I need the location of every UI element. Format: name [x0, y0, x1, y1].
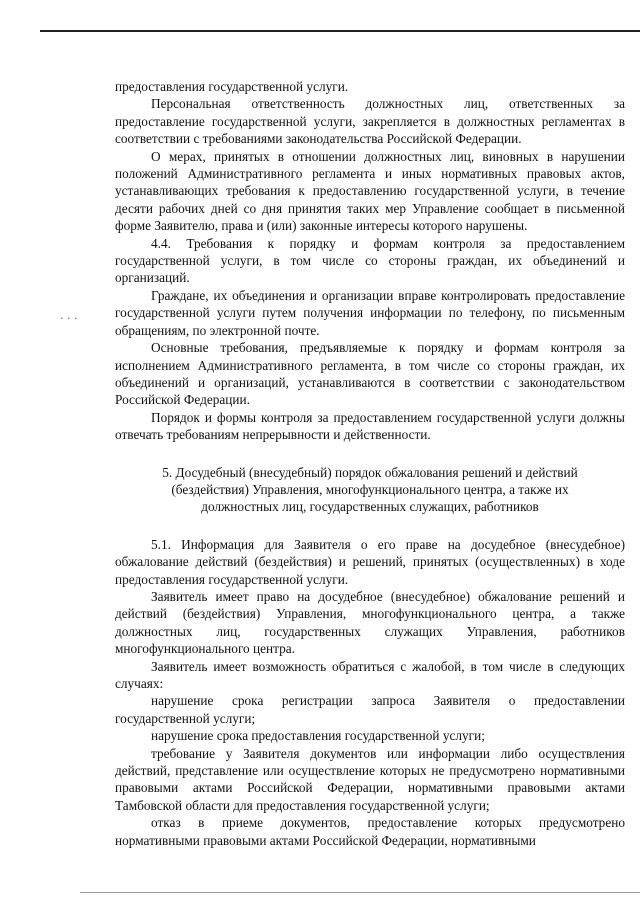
- list-item: нарушение срока предоставления государственной услуги;: [151, 728, 485, 744]
- list-item: отказ в приеме документов, предоставление которых предусмотрено нормативными правовыми актами Российской Федерации, нормативными: [115, 815, 625, 848]
- paragraph: О мерах, принятых в отношении должностных лиц, виновных в нарушении положений Административного регламента и иных нормативных правовых актов, устанавливающих требования к предоставлению государственной услуги, в течение десяти рабочих дней со дня принятия таких мер Управление сообщает в письменной форме Заявителю, права и (или) законные интересы которого нарушены.: [115, 148, 625, 234]
- paragraph: Заявитель имеет право на досудебное (внесудебное) обжалование решений и действий (бездействия) Управления, многофункционального центра, а также должностных лиц, государственных служащих Управления, работников многофункционального центра.: [115, 588, 625, 657]
- section-title: 5. Досудебный (внесудебный) порядок обжалования решений и действий (бездействия) Управления, многофункционального центра, а также их должностных лиц, государственных служащих, работников: [162, 464, 578, 515]
- scan-edge-top: [40, 30, 640, 32]
- list-item: требование у Заявителя документов или информации либо осуществления действий, представление или осуществление которых не предусмотрено нормативными правовыми актами Российской Федерации, нормативными правовыми актами Тамбовской области для предоставления государственной услуги;: [115, 745, 625, 813]
- paragraph: Персональная ответственность должностных лиц, ответственных за предоставление государственной услуги, закрепляется в должностных регламентах в соответствии с требованиями законодательства Российской Федерации.: [115, 96, 625, 147]
- paragraph: Основные требования, предъявляемые к порядку и формам контроля за исполнением Административного регламента, в том числе со стороны граждан, их объединений и организаций, устанавливаются в соответствии с законодательством Российской Федерации.: [115, 340, 625, 408]
- paragraph: 5.1. Информация для Заявителя о его праве на досудебное (внесудебное) обжалование действий (бездействия) и решений, принятых (осуществленных) в ходе предоставления государственной услуги.: [115, 536, 625, 587]
- document-body: [115, 78, 625, 849]
- paragraph: Граждане, их объединения и организации вправе контролировать предоставление государственной услуги путем получения информации по телефону, по письменным обращениям, по электронной почте.: [115, 287, 625, 338]
- paragraph: 4.4. Требования к порядку и формам контроля за предоставлением государственной услуги, в том числе со стороны граждан, их объединений и организаций.: [115, 235, 625, 286]
- paragraph: Порядок и формы контроля за предоставлением государственной услуги должны отвечать требованиям непрерывности и действенности.: [115, 409, 625, 443]
- margin-mark: · · ·: [60, 312, 78, 325]
- list-item: нарушение срока регистрации запроса Заявителя о предоставлении государственной услуги;: [115, 693, 625, 726]
- paragraph: Заявитель имеет возможность обратиться с жалобой, в том числе в следующих случаях:: [115, 658, 625, 691]
- paragraph: предоставления государственной услуги.: [115, 79, 349, 94]
- scan-edge-bottom: [80, 892, 640, 893]
